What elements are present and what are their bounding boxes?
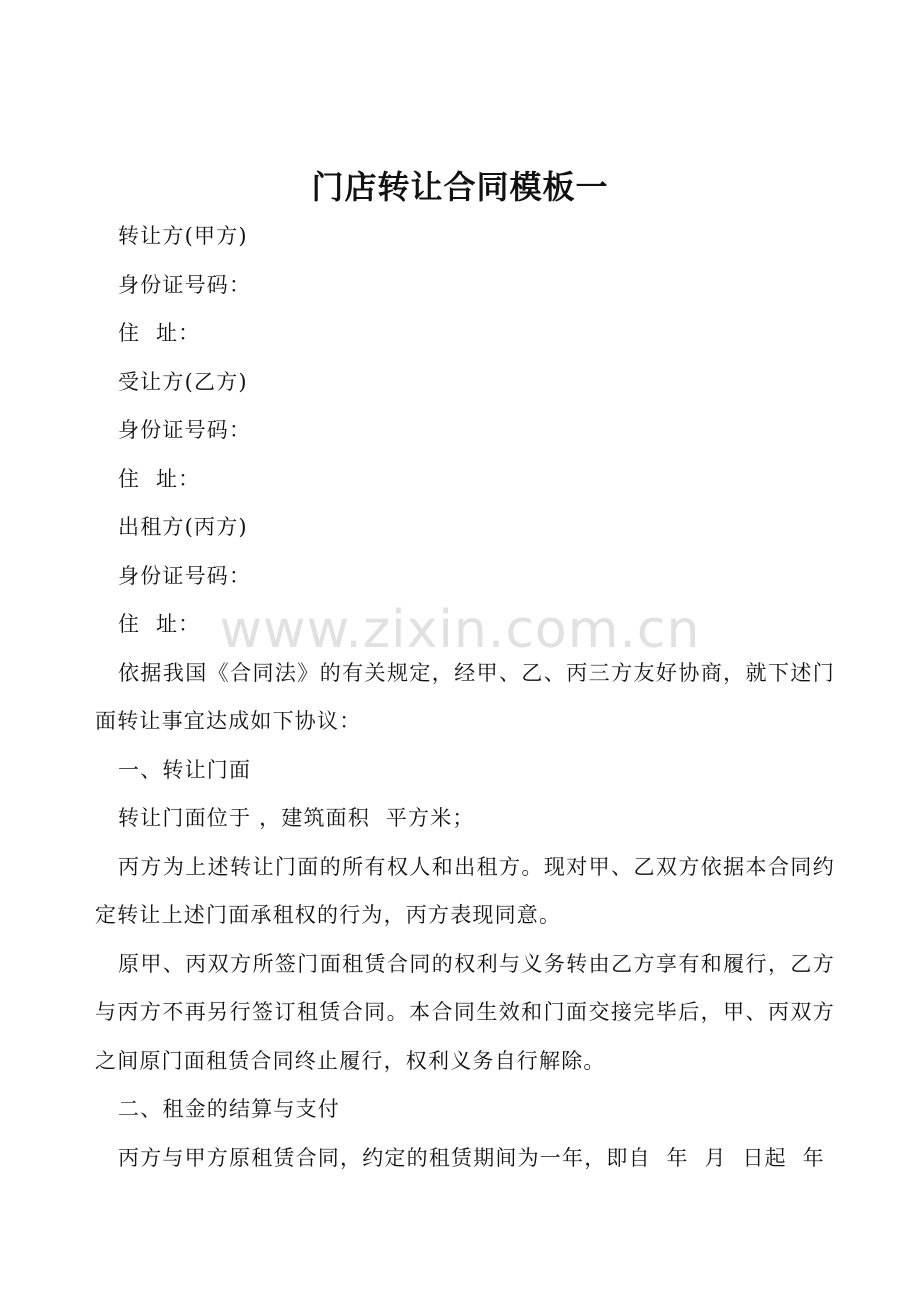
transferee-label: 受让方(乙方): [118, 369, 248, 394]
section1-location: 转让门面位于 ，建筑面积 平方米；: [118, 806, 475, 830]
intro-paragraph: 依据我国《合同法》的有关规定，经甲、乙、丙三方友好协商，就下述门面转让事宜达成如下协议：: [95, 660, 835, 733]
transferor-id-field: 身份证号码：: [118, 272, 252, 297]
transferee-id-field: 身份证号码：: [118, 418, 252, 442]
section1-paragraph-1: 丙方为上述转让门面的所有权人和出租方。现对甲、乙双方依据本合同约定转让上述门面承租权的行为，丙方表现同意。: [95, 854, 835, 927]
section2-heading: 二、租金的结算与支付: [118, 1097, 340, 1121]
lessor-id-field: 身份证号码：: [118, 563, 252, 588]
document-body: [95, 212, 835, 1182]
section2-paragraph-1: 丙方与甲方原租赁合同，约定的租赁期间为一年，即自 年 月 日起 年: [118, 1145, 825, 1170]
section1-paragraph-2: 原甲、丙双方所签门面租赁合同的权利与义务转由乙方享有和履行，乙方与丙方不再另行签订租赁合同。本合同生效和门面交接完毕后，甲、丙双方之间原门面租赁合同终止履行，权利义务自行解除。: [95, 951, 835, 1073]
lessor-address-field: 住 址：: [118, 612, 201, 636]
section1-heading: 一、转让门面: [118, 757, 252, 782]
lessor-label: 出租方(丙方): [118, 515, 248, 539]
transferee-address-field: 住 址：: [118, 466, 201, 491]
transferor-label: 转让方(甲方): [118, 224, 248, 248]
watermark: www.zixin.com.cn: [219, 600, 701, 660]
transferor-address-field: 住 址：: [118, 321, 201, 345]
document-title: 门店转让合同模板一: [311, 168, 609, 206]
